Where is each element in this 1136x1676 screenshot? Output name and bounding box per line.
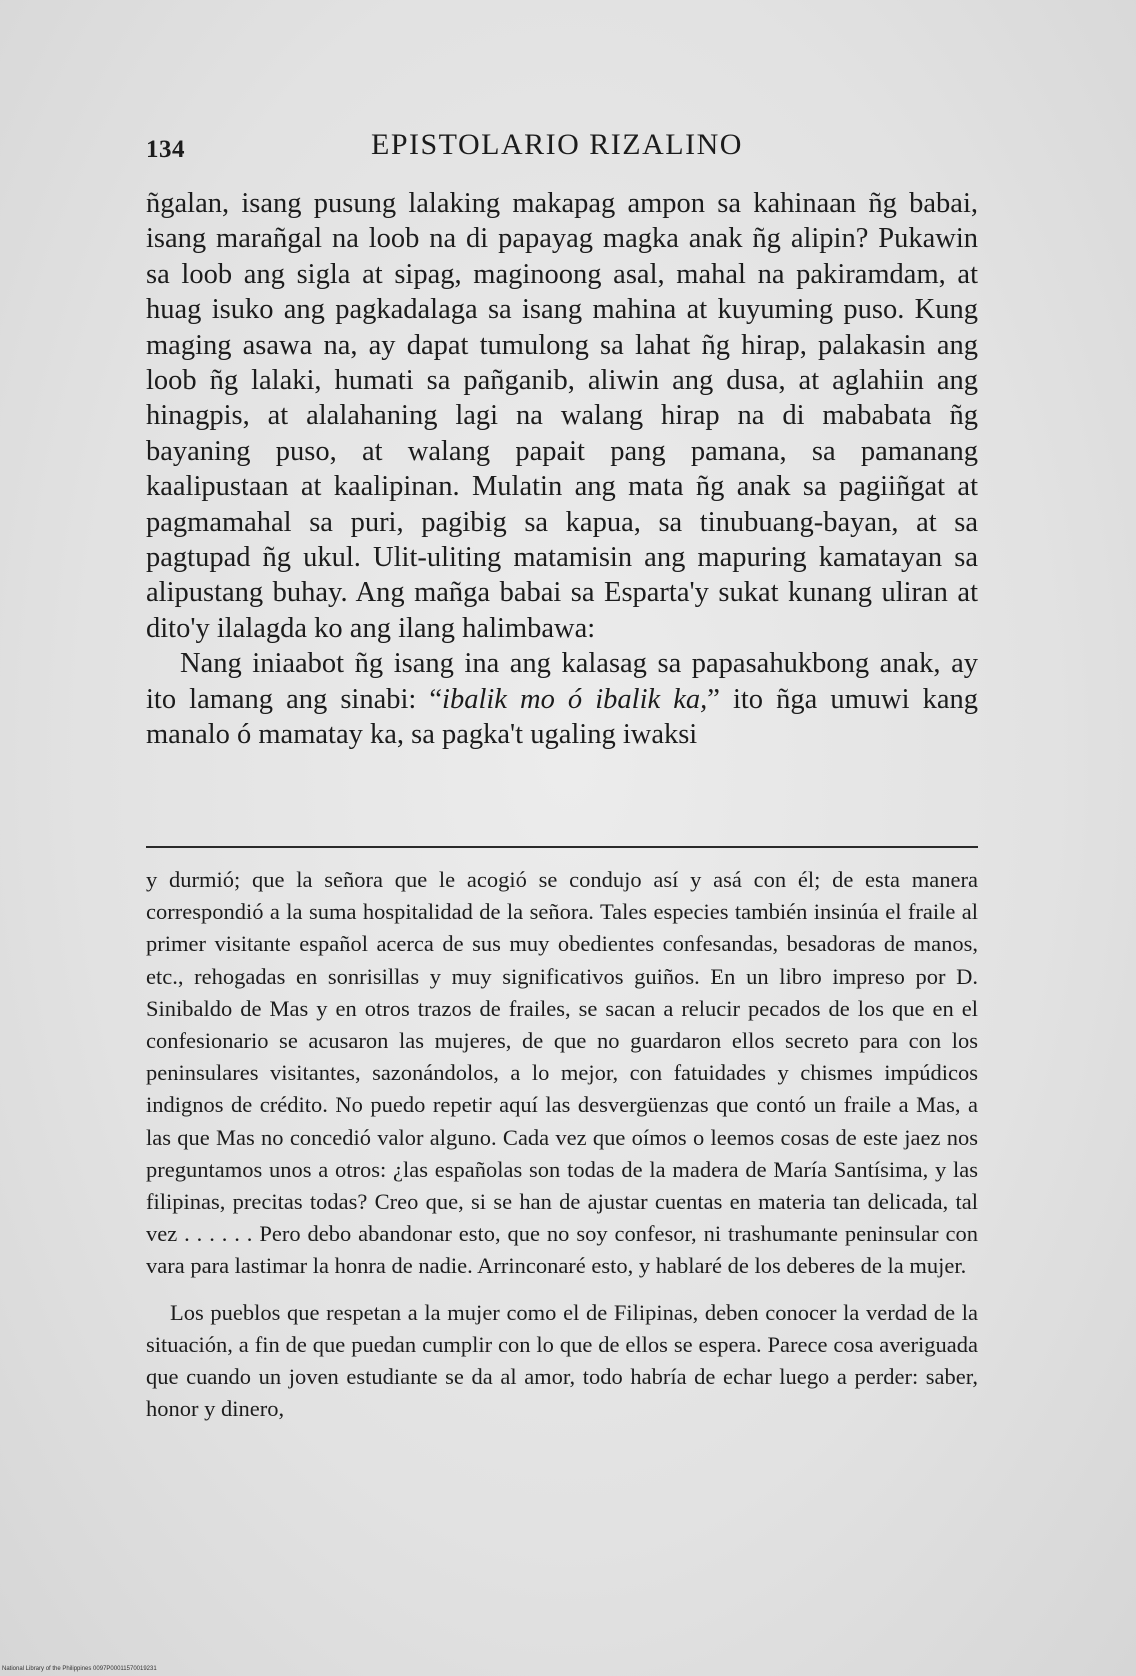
main-paragraph-1: ñgalan, isang pusung lalaking makapag ampon sa kahinaan ñg babai, isang marañgal na loob na di papayag magka anak ñg alipin? Pukawin sa loob ang sigla at sipag, maginoong asal, mahal na pakiramdam, at huag isuko ang pagkadalaga sa isang mahina at kuyuming puso. Kung maging asawa na, ay dapat tumulong sa lahat ñg hirap, palakasin ang loob ñg lalaki, humati sa pañganib, aliwin ang dusa, at aglahiin ang hinagpis, at alalahaning lagi na walang hirap na di mababata ñg bayaning puso, at walang papait pang pamana, sa pamanang kaalipustaan at kaalipinan. Mulatin ang mata ñg anak sa pagiiñgat at pagmamahal sa puri, pagibig sa kapua, sa tinubuang-bayan, at sa pagtupad ñg ukul. Ulit-uliting matamisin ang mapuring kamatayan sa alipustang buhay. Ang mañga babai sa Esparta'y sukat kunang uliran at dito'y ilalagda ko ang ilang halimbawa: (146, 188, 978, 644)
footnote-text (146, 864, 978, 1425)
page-header (146, 128, 976, 168)
footnote-paragraph-2: Los pueblos que respetan a la mujer como el de Filipinas, deben conocer la verdad de la situación, a fin de que puedan cumplir con lo que de ellos se espera. Parece cosa averiguada que cuando un joven estudiante se da al amor, todo habría de echar luego a perder: saber, honor y dinero, (146, 1299, 978, 1422)
page-number: 134 (146, 136, 185, 163)
main-paragraph-2-start: Nang iniaabot ñg isang ina ang kalasag sa papasahukbong anak, ay ito lamang ang sinabi: “ (146, 648, 978, 715)
main-text (146, 186, 978, 753)
main-paragraph-2 (146, 646, 978, 752)
footnote-paragraph-1: y durmió; que la señora que le acogió se condujo así y asá con él; de esta manera correspondió a la suma hospitalidad de la señora. Tales especies también insinúa el fraile al primer visitante español acerca de sus muy obedientes confesandas, besadoras de manos, etc., rehogadas en sonrisillas y muy significativos guiños. En un libro impreso por D. Sinibaldo de Mas y en otros trazos de frailes, se sacan a relucir pecados de los que en el confesionario se acusaron las mujeres, de que no guardaron ellos secreto para con los peninsulares visitantes, sazonándolos, a lo mejor, con fatuidades y chismes impúdicos indignos de crédito. No puedo repetir aquí las desvergüenzas que contó un fraile a Mas, a las que Mas no concedió valor alguno. Cada vez que oímos o leemos cosas de este jaez nos preguntamos unos a otros: ¿las españolas son todas de la madera de María Santísima, y las filipinas, precitas todas? Creo que, si se han de ajustar cuentas en materia tan delicada, tal vez . . . . . . Pero debo abandonar esto, que no soy confesor, ni trashumante peninsular con vara para lastimar la honra de nadie. Arrinconaré esto, y hablaré de los deberes de la mujer. (146, 867, 978, 1279)
running-title: EPISTOLARIO RIZALINO (371, 128, 743, 161)
main-paragraph-2-end: ” ito ñga umuwi kang manalo ó mamatay ka, sa pagka't ugaling iwaksi (146, 683, 978, 751)
footnote-divider (146, 846, 978, 848)
scan-credit: National Library of the Philippines 0097P00011570019231 (2, 1666, 157, 1672)
quoted-phrase: ibalik mo ó ibalik ka, (442, 683, 708, 715)
